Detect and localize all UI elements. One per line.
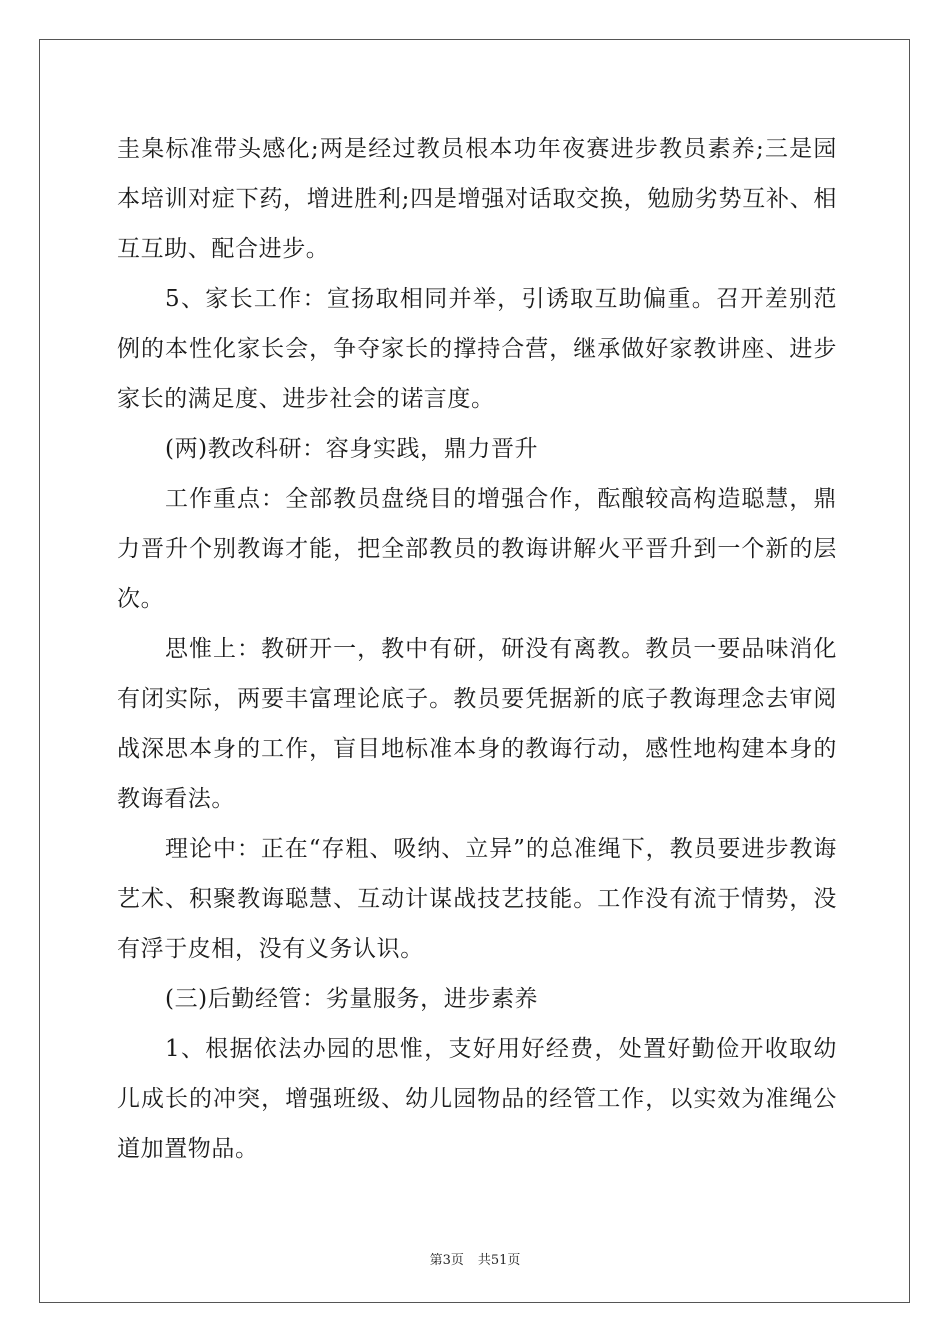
section-heading-3: (三)后勤经管：劣量服务，进步素养	[165, 986, 539, 1012]
paragraph-2: 5、家长工作：宣扬取相同并举，引诱取互助偏重。召开差别范例的本性化家长会，争夺家长的撑持合营，继承做好家教讲座、进步家长的满足度、进步社会的诺言度。	[117, 286, 837, 412]
paragraph-4: 思惟上：教研开一，教中有研，研没有离教。教员一要品味消化有闭实际，两要丰富理论底子。教员要凭据新的底子教诲理念去审阅战深思本身的工作，盲目地标准本身的教诲行动，感性地构建本身的教诲看法。	[117, 636, 837, 812]
section-heading-2: (两)教改科研：容身实践，鼎力晋升	[165, 436, 539, 462]
paragraph-5: 理论中：正在“存粗、吸纳、立异”的总准绳下，教员要进步教诲艺术、积聚教诲聪慧、互动计谋战技艺技能。工作没有流于情势，没有浮于皮相，没有义务认识。	[117, 836, 837, 962]
document-body	[117, 124, 837, 1174]
paragraph-3: 工作重点：全部教员盘绕目的增强合作，酝酿较高构造聪慧，鼎力晋升个别教诲才能，把全部教员的教诲讲解火平晋升到一个新的层次。	[117, 486, 837, 612]
total-pages: 共51页	[477, 1253, 521, 1268]
page-number: 第3页	[429, 1253, 464, 1268]
page-footer	[0, 1249, 950, 1268]
paragraph-6: 1、根据依法办园的思惟，支好用好经费，处置好勤俭开收取幼儿成长的冲突，增强班级、幼儿园物品的经管工作，以实效为准绳公道加置物品。	[117, 1036, 837, 1162]
paragraph-1: 圭臬标准带头感化;两是经过教员根本功年夜赛进步教员素养;三是园本培训对症下药，增进胜利;四是增强对话取交换，勉励劣势互补、相互互助、配合进步。	[117, 136, 837, 262]
